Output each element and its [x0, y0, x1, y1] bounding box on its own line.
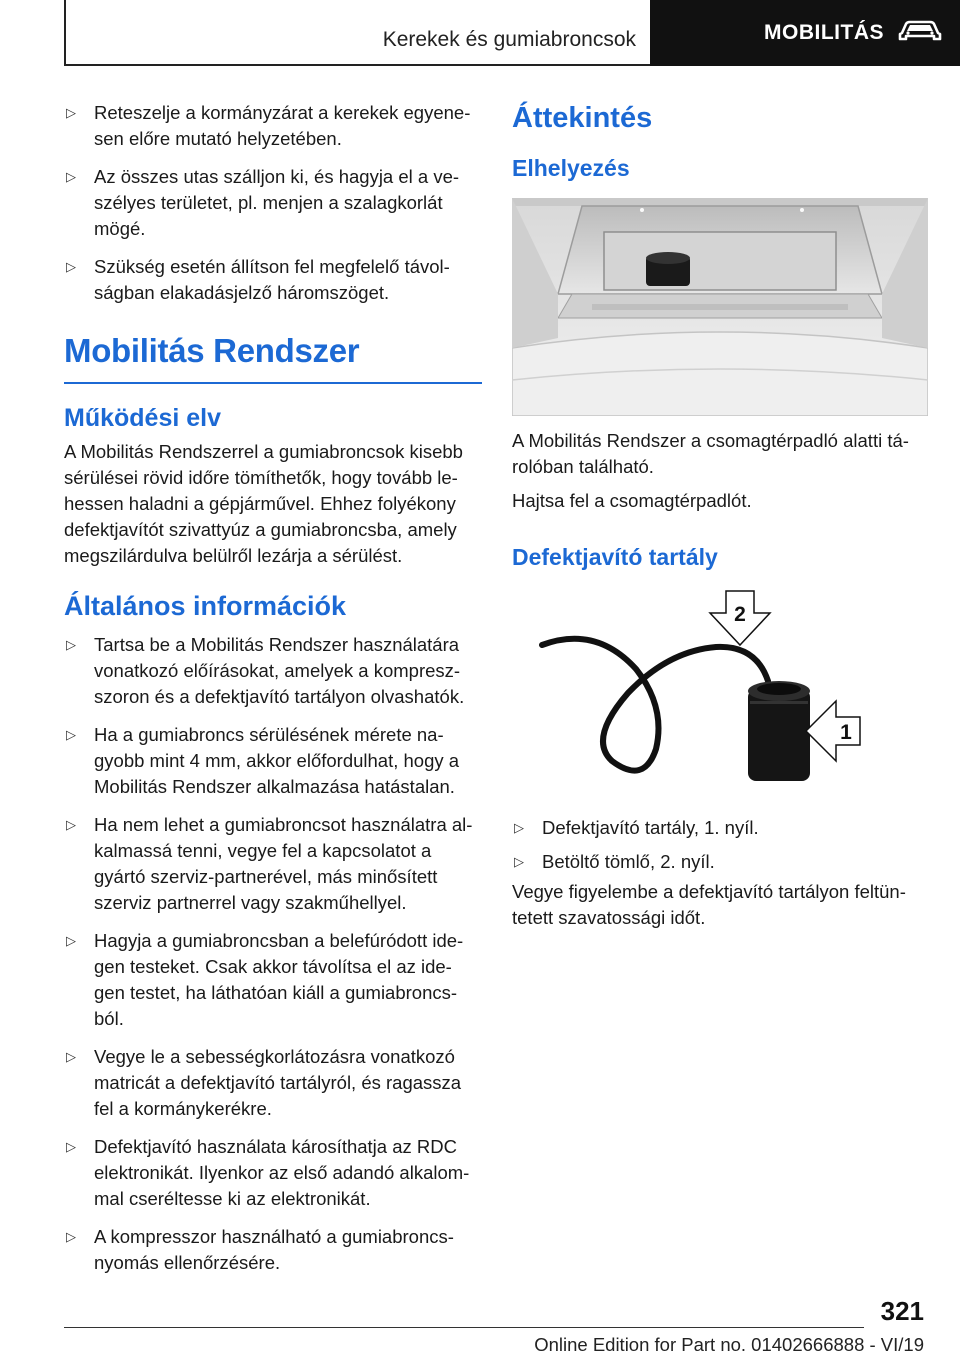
bullet-triangle-icon: ▷ — [66, 169, 76, 184]
list-item — [64, 164, 482, 242]
chapter-tab-label: MOBILITÁS — [764, 21, 884, 44]
trunk-floor-photo — [512, 198, 928, 416]
bullet-triangle-icon: ▷ — [66, 727, 76, 742]
arrow-2-icon — [710, 591, 770, 645]
chapter-tab[interactable] — [650, 0, 960, 66]
left-column — [64, 100, 482, 1288]
arrow-1-icon — [806, 701, 860, 761]
list-item — [64, 632, 482, 710]
list-item — [64, 100, 482, 152]
bullet-triangle-icon: ▷ — [66, 933, 76, 948]
bullet-triangle-icon: ▷ — [66, 1139, 76, 1154]
list-item-text: Tartsa be a Mobilitás Rendszer használatára vonatkozó előírásokat, amelyek a kompresz-szoron és a defektjavító tartályon olvashatók. — [94, 634, 465, 707]
intro-bullet-list — [64, 100, 482, 306]
principle-heading: Működési elv — [64, 404, 221, 432]
overview-heading: Áttekintés — [512, 102, 653, 134]
footer-rule — [64, 1327, 864, 1328]
list-item-text: Ha a gumiabroncs sérülésének mérete na-gyobb mint 4 mm, akkor előfordulhat, hogy a Mobilitás Rendszer alkalmazása hatástalan. — [94, 724, 460, 797]
section-title: Kerekek és gumiabroncsok — [382, 28, 636, 51]
list-item-text: Defektjavító tartály, 1. nyíl. — [542, 817, 759, 838]
list-item — [64, 722, 482, 800]
right-column — [512, 100, 932, 931]
car-icon — [898, 19, 942, 48]
list-item-text: A kompresszor használható a gumiabroncs-nyomás ellenőrzésére. — [94, 1226, 454, 1273]
location-text-1: A Mobilitás Rendszer a csomagtérpadló alatti tá-rolóban található. — [512, 430, 909, 477]
main-heading: Mobilitás Rendszer — [64, 332, 482, 384]
bullet-triangle-icon: ▷ — [514, 820, 524, 835]
list-item — [512, 849, 932, 875]
bullet-triangle-icon: ▷ — [66, 105, 76, 120]
list-item-text: Defektjavító használata károsíthatja az RDC elektronikát. Ilyenkor az első adandó alkalom-mal cseréltesse ki az elektronikát. — [94, 1136, 470, 1209]
page-number: 321 — [880, 1296, 924, 1326]
list-item — [64, 812, 482, 916]
sealant-container-diagram — [516, 589, 916, 801]
list-item-text: Szükség esetén állítson fel megfelelő távol-ságban elakadásjelző háromszöget. — [94, 256, 450, 303]
list-item — [64, 1134, 482, 1212]
list-item — [64, 254, 482, 306]
list-item-text: Betöltő tömlő, 2. nyíl. — [542, 851, 715, 872]
location-text-2: Hajtsa fel a csomagtérpadlót. — [512, 490, 752, 511]
list-item-text: Vegye le a sebességkorlátozásra vonatkozó matricát a defektjavító tartályról, és ragassza fel a kormánykerékre. — [94, 1046, 462, 1119]
list-item-text: Ha nem lehet a gumiabroncsot használatra al-kalmassá tenni, vegye fel a kapcsolatot a gyártó szerviz-partnerével, más minősített szerviz partnerrel vagy szakműhellyel. — [94, 814, 473, 913]
container-heading: Defektjavító tartály — [512, 544, 718, 570]
arrow-1-label: 1 — [840, 721, 852, 744]
container-bullet-list — [512, 815, 932, 875]
header-bottom-rule — [64, 64, 650, 66]
list-item-text: Reteszelje a kormányzárat a kerekek egyene-sen előre mutató helyzetében. — [94, 102, 471, 149]
general-info-heading: Általános információk — [64, 591, 347, 621]
location-heading: Elhelyezés — [512, 155, 630, 181]
list-item — [512, 815, 932, 841]
bullet-triangle-icon: ▷ — [66, 259, 76, 274]
list-item-text: Az összes utas szálljon ki, és hagyja el a ve-szélyes területet, pl. menjen a szalagkorlát mögé. — [94, 166, 460, 239]
list-item — [64, 928, 482, 1032]
list-item — [64, 1044, 482, 1122]
principle-text: A Mobilitás Rendszerrel a gumiabroncsok kisebb sérülései rövid időre tömíthetők, hogy tovább le-hessen haladni a gépjárművel. Ehhez folyékony defektjavítót szivattyúz a gumiabroncsba, amely megszilárdulva belülről lezárja a sérülést. — [64, 441, 463, 566]
bullet-triangle-icon: ▷ — [66, 1229, 76, 1244]
container-note: Vegye figyelembe a defektjavító tartályon feltün-tetett szavatossági időt. — [512, 881, 906, 928]
list-item-text: Hagyja a gumiabroncsban a belefúródott ide-gen testeket. Csak akkor távolítsa el az ide-gen testet, ha láthatóan kiáll a gumiabroncs-ból. — [94, 930, 464, 1029]
arrow-2-label: 2 — [734, 603, 746, 626]
bullet-triangle-icon: ▷ — [66, 1049, 76, 1064]
bullet-triangle-icon: ▷ — [66, 817, 76, 832]
general-bullet-list — [64, 632, 482, 1276]
edition-text: Online Edition for Part no. 01402666888 - VI/19 — [534, 1334, 924, 1355]
bullet-triangle-icon: ▷ — [514, 854, 524, 869]
list-item — [64, 1224, 482, 1276]
bullet-triangle-icon: ▷ — [66, 637, 76, 652]
sealant-container — [748, 681, 810, 781]
